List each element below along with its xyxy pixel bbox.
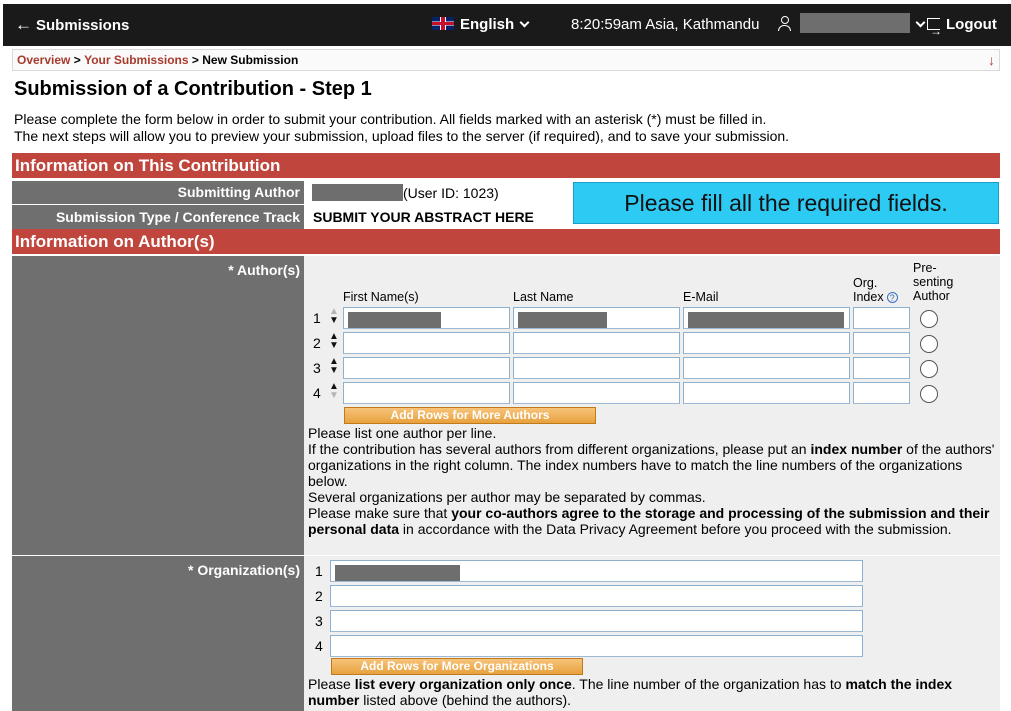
author-first-name-input[interactable] xyxy=(343,382,510,404)
author-email-input[interactable] xyxy=(683,382,850,404)
move-down-icon[interactable]: ▼ xyxy=(329,340,339,351)
author-org-index-input[interactable] xyxy=(853,332,910,354)
authors-label: * Author(s) xyxy=(12,256,304,555)
page-title: Submission of a Contribution - Step 1 xyxy=(14,78,372,100)
move-up-icon[interactable]: ▲ xyxy=(329,381,339,392)
author-row-number: 1 xyxy=(313,310,321,326)
redacted-value xyxy=(518,312,607,328)
author-email-input[interactable] xyxy=(683,332,850,354)
org-row-number: 3 xyxy=(315,613,323,629)
col-email: E-Mail xyxy=(683,290,719,304)
breadcrumb-overview[interactable]: Overview xyxy=(17,53,71,67)
col-first-name: First Name(s) xyxy=(343,290,419,304)
move-down-icon[interactable]: ▼ xyxy=(329,390,339,401)
breadcrumb: Overview > Your Submissions > New Submission ↓ xyxy=(12,49,1000,71)
help-icon[interactable]: ? xyxy=(887,292,898,303)
org-row-number: 1 xyxy=(315,563,323,579)
redacted-value xyxy=(688,312,844,328)
row-reorder[interactable] xyxy=(329,332,339,350)
organization-input[interactable] xyxy=(330,585,863,607)
author-org-index-input[interactable] xyxy=(853,307,910,329)
required-fields-alert: Please fill all the required fields. xyxy=(573,182,999,224)
org-row-number: 2 xyxy=(315,588,323,604)
organization-input[interactable] xyxy=(330,635,863,657)
organization-input[interactable] xyxy=(330,610,863,632)
clock-timezone: 8:20:59am Asia, Kathmandu xyxy=(571,16,760,33)
breadcrumb-current: New Submission xyxy=(202,53,299,67)
logout-button[interactable]: → Logout xyxy=(927,4,997,46)
col-org-index: Org. Index ? xyxy=(853,276,898,304)
add-organization-rows-button[interactable]: Add Rows for More Organizations xyxy=(331,658,583,675)
arrow-left-icon: ← xyxy=(15,15,32,34)
submitting-author-value: (User ID: 1023) xyxy=(312,184,499,201)
redacted-value xyxy=(335,565,460,581)
author-row-number: 4 xyxy=(313,385,321,401)
authors-instructions: Please list one author per line. If the contribution has several authors from different organizations, please put an index number of the authors' organizations in the right column. The index numbers have to match the line numbers of the organizations below. Several organizations per author may be separated by commas. Please make sure that your co-authors agree to the storage and processing of the submission and their personal data in accordance with the Data Privacy Agreement before you proceed with the submission. xyxy=(308,425,995,537)
move-down-icon[interactable]: ▼ xyxy=(329,315,339,326)
author-org-index-input[interactable] xyxy=(853,382,910,404)
back-to-submissions-link[interactable]: ← Submissions xyxy=(15,4,129,46)
presenting-author-radio[interactable] xyxy=(920,360,938,378)
org-row-number: 4 xyxy=(315,638,323,654)
move-down-icon[interactable]: ▼ xyxy=(329,365,339,376)
submission-type-value: SUBMIT YOUR ABSTRACT HERE xyxy=(313,209,534,225)
row-reorder[interactable] xyxy=(329,357,339,375)
uk-flag-icon xyxy=(432,17,454,30)
presenting-author-radio[interactable] xyxy=(920,310,938,328)
top-bar xyxy=(3,4,1011,46)
author-first-name-input[interactable] xyxy=(343,307,510,329)
author-last-name-input[interactable] xyxy=(513,307,680,329)
author-first-name-input[interactable] xyxy=(343,332,510,354)
redacted-username xyxy=(800,13,910,33)
chevron-down-icon xyxy=(520,18,530,28)
scroll-down-icon[interactable]: ↓ xyxy=(988,52,995,68)
section-header-authors: Information on Author(s) xyxy=(12,229,1000,254)
author-row-number: 2 xyxy=(313,335,321,351)
author-email-input[interactable] xyxy=(683,307,850,329)
user-menu[interactable] xyxy=(778,4,924,46)
organization-input[interactable] xyxy=(330,560,863,582)
submitting-author-label: Submitting Author xyxy=(12,181,304,204)
chevron-down-icon xyxy=(916,18,926,28)
submission-type-label: Submission Type / Conference Track xyxy=(12,205,304,229)
presenting-author-radio[interactable] xyxy=(920,335,938,353)
move-up-icon[interactable]: ▲ xyxy=(329,356,339,367)
organizations-label: * Organization(s) xyxy=(12,556,304,711)
breadcrumb-your-submissions[interactable]: Your Submissions xyxy=(84,53,189,67)
author-email-input[interactable] xyxy=(683,357,850,379)
move-up-icon[interactable]: ▲ xyxy=(329,306,339,317)
author-org-index-input[interactable] xyxy=(853,357,910,379)
user-icon xyxy=(778,16,792,32)
author-row-number: 3 xyxy=(313,360,321,376)
row-reorder[interactable] xyxy=(329,307,339,325)
section-header-contribution: Information on This Contribution xyxy=(12,153,1000,178)
move-up-icon[interactable]: ▲ xyxy=(329,331,339,342)
organizations-instructions: Please list every organization only once. The line number of the organization has to match the index number listed above (behind the authors). xyxy=(308,676,953,708)
intro-text: Please complete the form below in order to submit your contribution. All fields marked with an asterisk (*) must be filled in. The next steps will allow you to preview your submission, upload files to the server (if required), and to save your submission. xyxy=(14,111,790,144)
author-last-name-input[interactable] xyxy=(513,357,680,379)
author-last-name-input[interactable] xyxy=(513,382,680,404)
presenting-author-radio[interactable] xyxy=(920,385,938,403)
add-author-rows-button[interactable]: Add Rows for More Authors xyxy=(344,407,596,424)
col-last-name: Last Name xyxy=(513,290,574,304)
author-first-name-input[interactable] xyxy=(343,357,510,379)
row-reorder[interactable] xyxy=(329,382,339,400)
redacted-author-name xyxy=(312,184,403,201)
language-selector[interactable]: English xyxy=(432,4,528,46)
logout-icon xyxy=(927,18,940,30)
col-presenting-author: Pre- senting Author xyxy=(913,261,954,303)
author-last-name-input[interactable] xyxy=(513,332,680,354)
redacted-value xyxy=(348,312,441,328)
